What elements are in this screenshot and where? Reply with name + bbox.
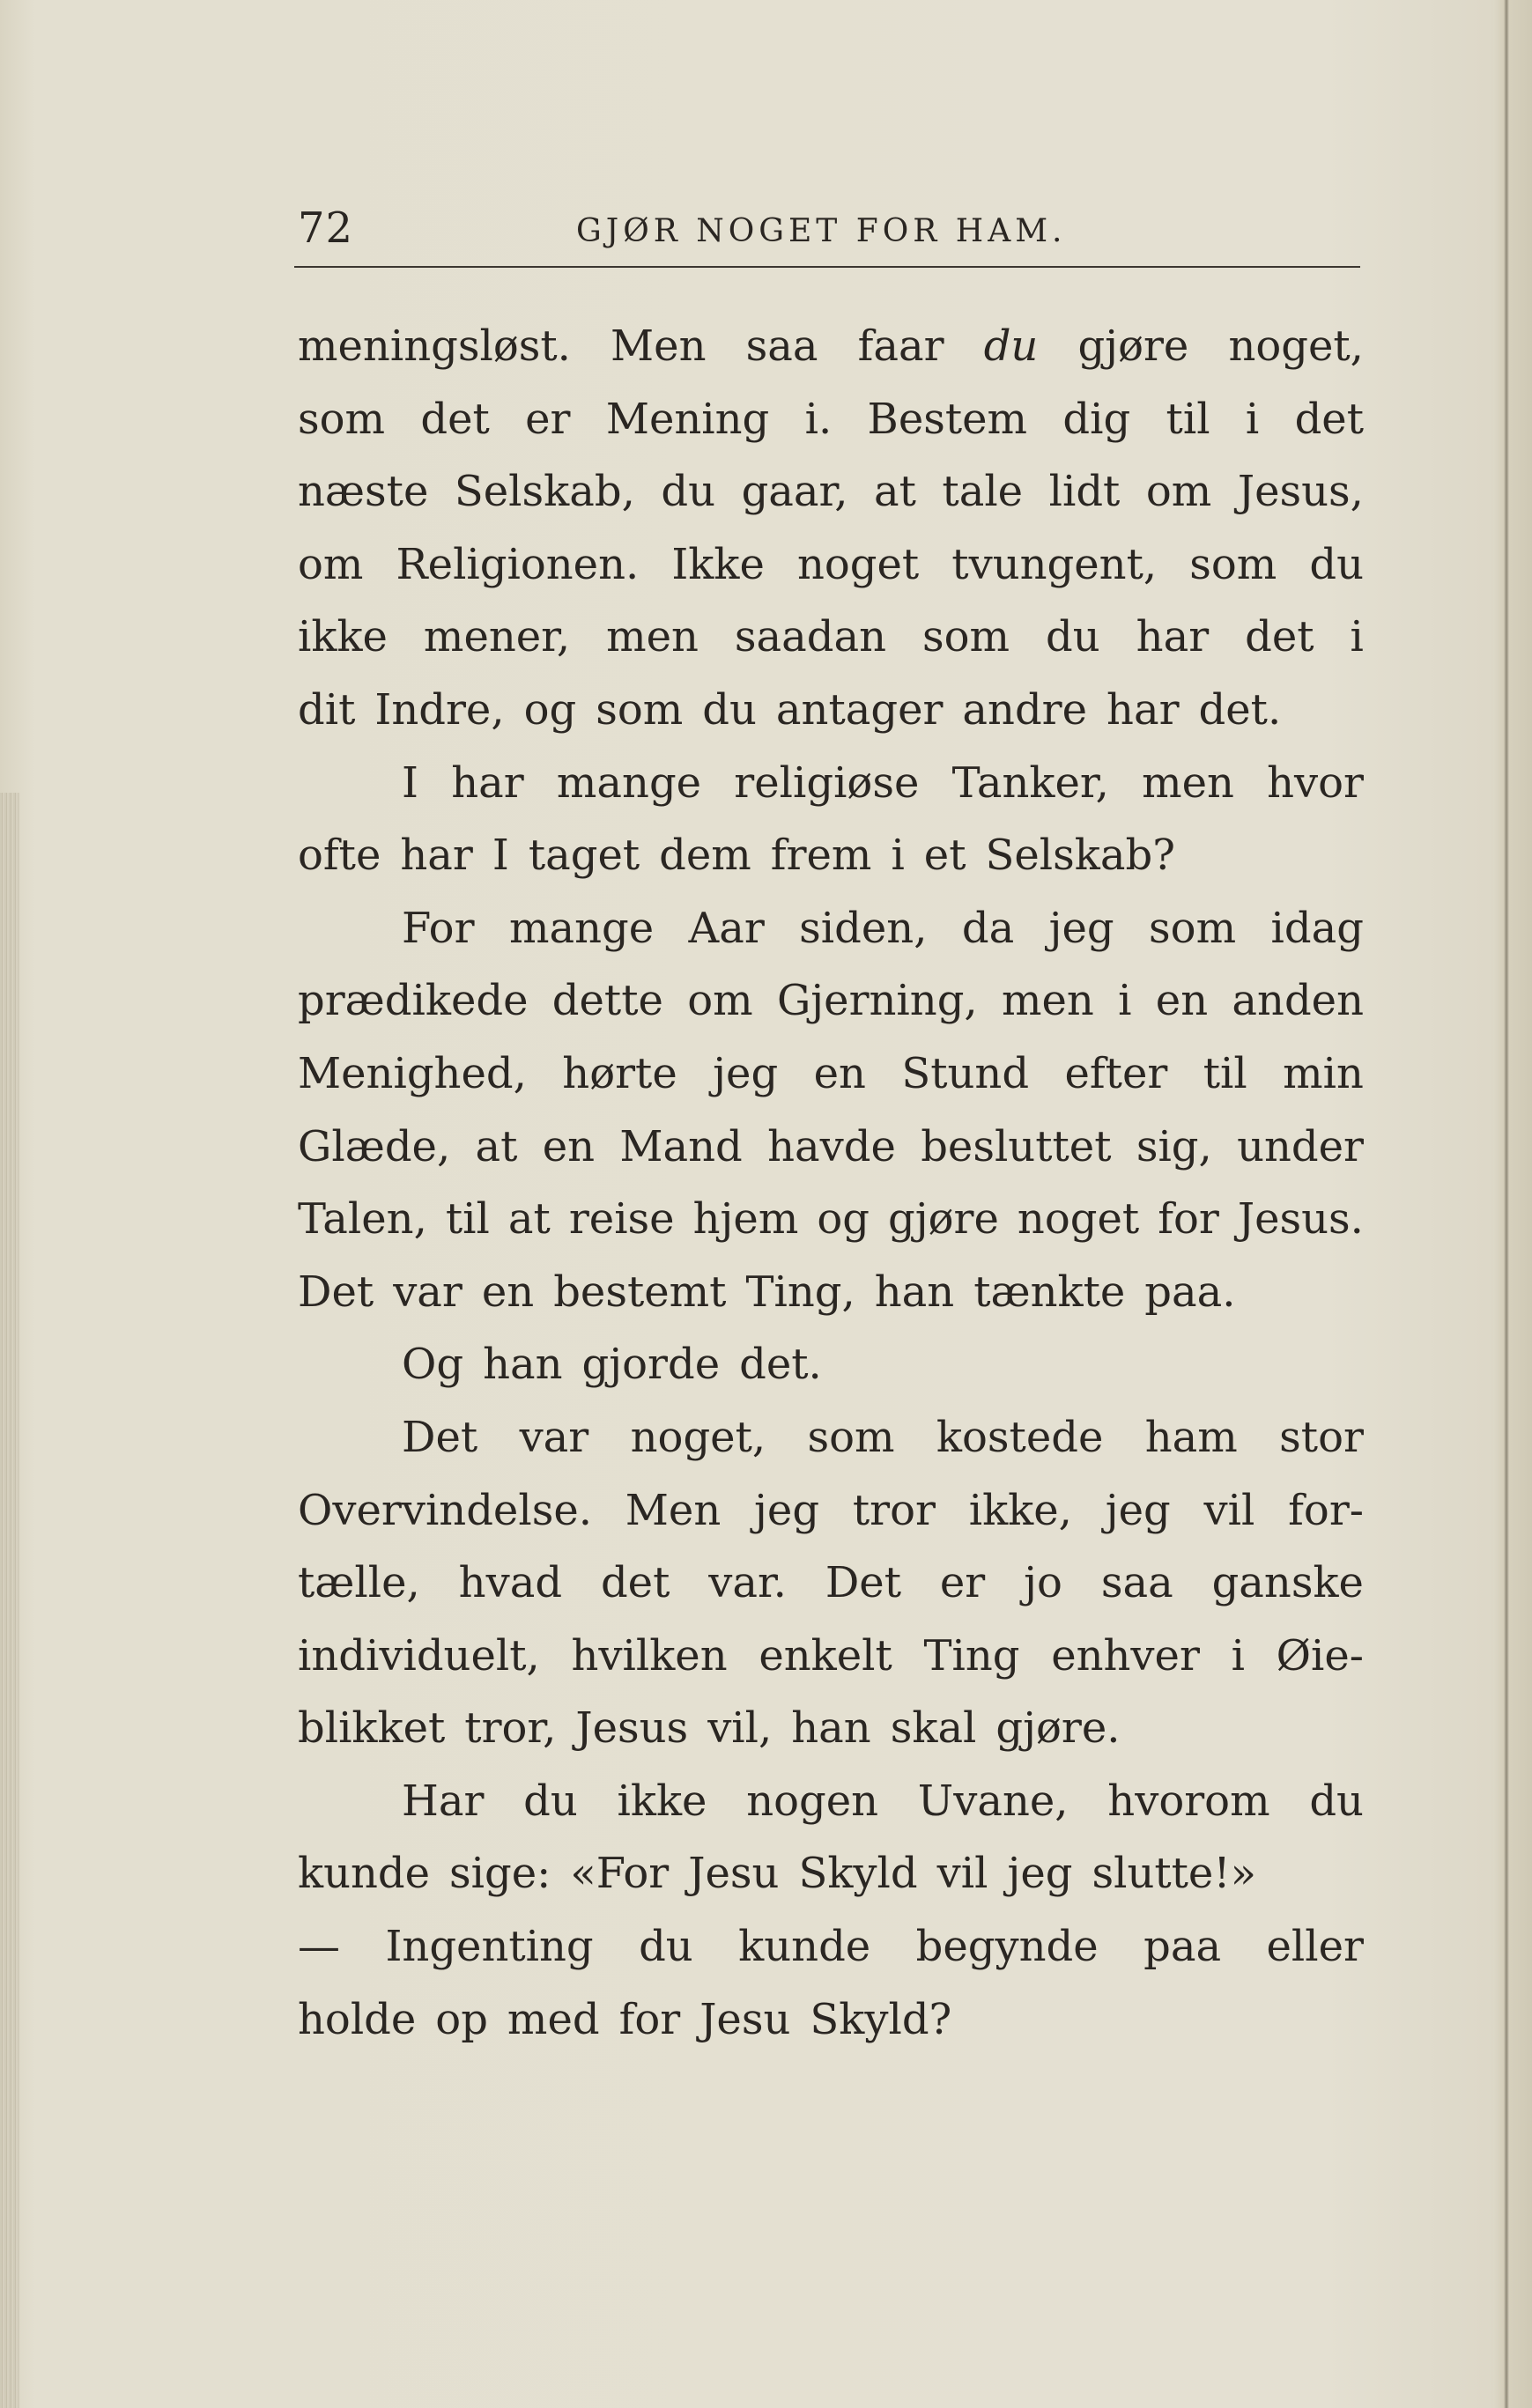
word: da	[961, 903, 1015, 953]
word: begynde	[915, 1922, 1099, 1972]
body-text	[298, 310, 1364, 2056]
word: et	[923, 831, 966, 881]
text-line	[298, 819, 1364, 892]
word: noget	[1017, 1194, 1140, 1245]
word: hvor	[1267, 757, 1364, 808]
word: dit	[298, 684, 356, 735]
word: tror	[852, 1485, 936, 1535]
word: prædikede	[298, 976, 529, 1026]
word: Mening	[605, 394, 770, 444]
word: jeg	[713, 1048, 779, 1098]
word: sige:	[449, 1849, 551, 1899]
word: andre	[962, 684, 1088, 735]
word: du	[983, 321, 1039, 371]
word: Stund	[901, 1048, 1030, 1098]
word: Det	[298, 1267, 374, 1317]
text-line	[298, 1401, 1364, 1474]
word: i	[1231, 1630, 1245, 1680]
word: som	[298, 394, 386, 444]
word: jeg	[1048, 903, 1114, 953]
text-line	[298, 528, 1364, 602]
word: dette	[551, 976, 663, 1026]
word: meningsløst.	[298, 321, 571, 371]
text-line	[298, 1620, 1364, 1693]
word: Ting	[923, 1630, 1020, 1680]
text-line	[298, 1983, 1364, 2057]
word: gjorde	[581, 1340, 721, 1390]
page-right-edge	[1493, 0, 1532, 2408]
word: nogen	[746, 1776, 879, 1826]
text-line	[298, 1183, 1364, 1256]
word: Jesus	[575, 1703, 689, 1754]
word: frem	[770, 831, 872, 881]
word: som	[596, 684, 684, 735]
word: han	[791, 1703, 871, 1754]
word: til	[445, 1194, 490, 1245]
running-title: GJØR NOGET FOR HAM.	[576, 213, 1067, 249]
word: Og	[402, 1340, 464, 1390]
word: Ingenting	[385, 1922, 594, 1972]
text-line	[298, 747, 1364, 820]
word: besluttet	[921, 1121, 1112, 1171]
text-line	[298, 1837, 1364, 1910]
word: du	[661, 467, 716, 517]
word: Bestem	[867, 394, 1028, 444]
word: efter	[1064, 1048, 1168, 1098]
word: det	[1294, 394, 1364, 444]
text-line	[298, 1038, 1364, 1111]
word: for	[1158, 1194, 1219, 1245]
word: og	[817, 1194, 870, 1245]
word: Mand	[619, 1121, 743, 1171]
word: Talen,	[298, 1194, 427, 1245]
word: bestemt	[553, 1267, 727, 1317]
word: at	[475, 1121, 518, 1171]
word: dem	[659, 831, 751, 881]
word: Selskab,	[454, 467, 635, 517]
word: noget,	[1228, 321, 1364, 371]
word: Tanker,	[951, 757, 1109, 808]
word: hvad	[458, 1558, 563, 1608]
word: individuelt,	[298, 1630, 540, 1680]
word: ikke	[298, 612, 388, 662]
word: i	[1245, 394, 1260, 444]
word: Overvindelse.	[298, 1485, 592, 1535]
word: det	[600, 1558, 670, 1608]
word: og	[523, 684, 577, 735]
word: vil	[1203, 1485, 1255, 1535]
word: tvungent,	[951, 539, 1158, 589]
word: i.	[804, 394, 833, 444]
word: vil,	[707, 1703, 773, 1754]
word: jo	[1024, 1558, 1062, 1608]
word: skal	[890, 1703, 977, 1754]
word: lidt	[1048, 467, 1121, 517]
word: saa	[745, 321, 818, 371]
word: Ikke	[671, 539, 765, 589]
word: som	[1189, 539, 1277, 589]
text-line	[298, 310, 1364, 383]
word: hjem	[692, 1194, 799, 1245]
word: Religionen.	[396, 539, 640, 589]
page-left-edge	[0, 793, 19, 2408]
word: tale	[942, 467, 1024, 517]
word: var.	[708, 1558, 787, 1608]
word: hørte	[562, 1048, 677, 1098]
word: Øie-	[1276, 1630, 1364, 1680]
word: Gjerning,	[776, 976, 978, 1026]
word: er	[939, 1558, 986, 1608]
word: tælle,	[298, 1558, 420, 1608]
word: paa.	[1144, 1267, 1236, 1317]
word: gjøre	[1077, 321, 1189, 371]
word: ikke,	[968, 1485, 1072, 1535]
word: Jesu	[688, 1849, 780, 1899]
word: en	[481, 1267, 535, 1317]
word: til	[1203, 1048, 1247, 1098]
word: det	[1245, 612, 1314, 662]
word: vil	[936, 1849, 988, 1899]
text-line	[298, 601, 1364, 674]
word: antager	[775, 684, 944, 735]
word: det.	[739, 1340, 822, 1390]
text-line	[298, 1765, 1364, 1838]
word: Jesus,	[1237, 467, 1364, 517]
word: har	[451, 757, 524, 808]
word: du	[1309, 1776, 1364, 1826]
word: noget	[796, 539, 920, 589]
word: han	[874, 1267, 955, 1317]
word: jeg	[1105, 1485, 1171, 1535]
text-line	[298, 892, 1364, 965]
page-number: 72	[298, 203, 354, 253]
word: Ting,	[745, 1267, 855, 1317]
word: du	[639, 1922, 693, 1972]
word: stor	[1279, 1412, 1364, 1462]
word: Men	[611, 321, 707, 371]
text-line	[298, 1692, 1364, 1765]
word: kunde	[298, 1849, 431, 1899]
word: faar	[857, 321, 944, 371]
word: paa	[1143, 1922, 1222, 1972]
word: Jesu	[699, 1994, 791, 2044]
word: Uvane,	[917, 1776, 1069, 1826]
header-rule	[294, 266, 1360, 268]
word: noget,	[630, 1412, 766, 1462]
word: en	[813, 1048, 866, 1098]
word: ham	[1144, 1412, 1238, 1462]
word: har	[1136, 612, 1210, 662]
word: for	[618, 1994, 681, 2044]
text-line	[298, 1111, 1364, 1184]
word: slutte!»	[1092, 1849, 1256, 1899]
word: Jesus.	[1237, 1194, 1364, 1245]
word: Glæde,	[298, 1121, 451, 1171]
word: som	[807, 1412, 895, 1462]
word: tror,	[464, 1703, 557, 1754]
word: jeg	[1007, 1849, 1073, 1899]
text-line	[298, 455, 1364, 528]
word: gjøre	[888, 1194, 999, 1245]
word: ganske	[1211, 1558, 1364, 1608]
word: dig	[1062, 394, 1131, 444]
word: har	[1106, 684, 1180, 735]
word: Skyld	[798, 1849, 918, 1899]
word: Indre,	[374, 684, 505, 735]
word: var	[519, 1412, 589, 1462]
word: i	[1350, 612, 1364, 662]
text-line	[298, 1328, 1364, 1401]
word: det.	[1198, 684, 1282, 735]
word: du	[1309, 539, 1364, 589]
word: holde	[298, 1994, 417, 2044]
word: —	[298, 1922, 340, 1972]
word: var	[393, 1267, 463, 1317]
word: enhver	[1051, 1630, 1200, 1680]
word: en	[1155, 976, 1209, 1026]
word: Har	[402, 1776, 485, 1826]
word: reise	[568, 1194, 675, 1245]
word: mange	[508, 903, 655, 953]
word: mange	[556, 757, 702, 808]
word: at	[873, 467, 916, 517]
word: I	[402, 757, 418, 808]
word: havde	[767, 1121, 896, 1171]
word: han	[483, 1340, 563, 1390]
word: saa	[1100, 1558, 1173, 1608]
word: hvilken	[571, 1630, 728, 1680]
word: for-	[1288, 1485, 1364, 1535]
word: Aar	[688, 903, 765, 953]
word: Selskab?	[985, 831, 1175, 881]
word: mener,	[423, 612, 571, 662]
text-line	[298, 674, 1364, 747]
word: du	[1046, 612, 1100, 662]
word: men	[1001, 976, 1094, 1026]
text-line	[298, 1910, 1364, 1983]
word: Skyld?	[810, 1994, 952, 2044]
word: Menighed,	[298, 1048, 527, 1098]
text-line	[298, 1474, 1364, 1547]
word: min	[1283, 1048, 1364, 1098]
word: det	[420, 394, 490, 444]
word: om	[1145, 467, 1212, 517]
word: blikket	[298, 1703, 446, 1754]
word: som	[922, 612, 1010, 662]
word: idag	[1270, 903, 1364, 953]
word: gaar,	[741, 467, 848, 517]
word: jeg	[754, 1485, 820, 1535]
word: sig,	[1136, 1121, 1212, 1171]
word: enkelt	[759, 1630, 892, 1680]
word: en	[542, 1121, 596, 1171]
word: om	[298, 539, 364, 589]
word: anden	[1232, 976, 1364, 1026]
word: Det	[402, 1412, 478, 1462]
word: tænkte	[973, 1267, 1126, 1317]
word: du	[702, 684, 757, 735]
word: siden,	[799, 903, 928, 953]
word: Men	[625, 1485, 722, 1535]
word: For	[402, 903, 475, 953]
page-header	[298, 201, 1364, 255]
word: Det	[825, 1558, 901, 1608]
text-line	[298, 1256, 1364, 1329]
word: men	[606, 612, 699, 662]
word: i	[1118, 976, 1132, 1026]
word: I	[492, 831, 509, 881]
word: med	[507, 1994, 600, 2044]
word: eller	[1266, 1922, 1364, 1972]
word: om	[687, 976, 753, 1026]
word: du	[523, 1776, 578, 1826]
word: op	[435, 1994, 488, 2044]
word: ikke	[617, 1776, 707, 1826]
word: religiøse	[734, 757, 920, 808]
word: som	[1149, 903, 1237, 953]
word: til	[1166, 394, 1210, 444]
word: «For	[570, 1849, 670, 1899]
word: er	[525, 394, 571, 444]
word: kostede	[936, 1412, 1104, 1462]
word: ofte	[298, 831, 381, 881]
word: næste	[298, 467, 429, 517]
word: saadan	[734, 612, 887, 662]
word: i	[891, 831, 905, 881]
text-line	[298, 1547, 1364, 1620]
word: kunde	[738, 1922, 871, 1972]
word: under	[1237, 1121, 1364, 1171]
word: men	[1142, 757, 1234, 808]
text-line	[298, 964, 1364, 1038]
word: hvorom	[1107, 1776, 1270, 1826]
word: gjøre.	[995, 1703, 1121, 1754]
word: har	[400, 831, 473, 881]
text-line	[298, 383, 1364, 456]
word: taget	[528, 831, 640, 881]
word: at	[507, 1194, 551, 1245]
